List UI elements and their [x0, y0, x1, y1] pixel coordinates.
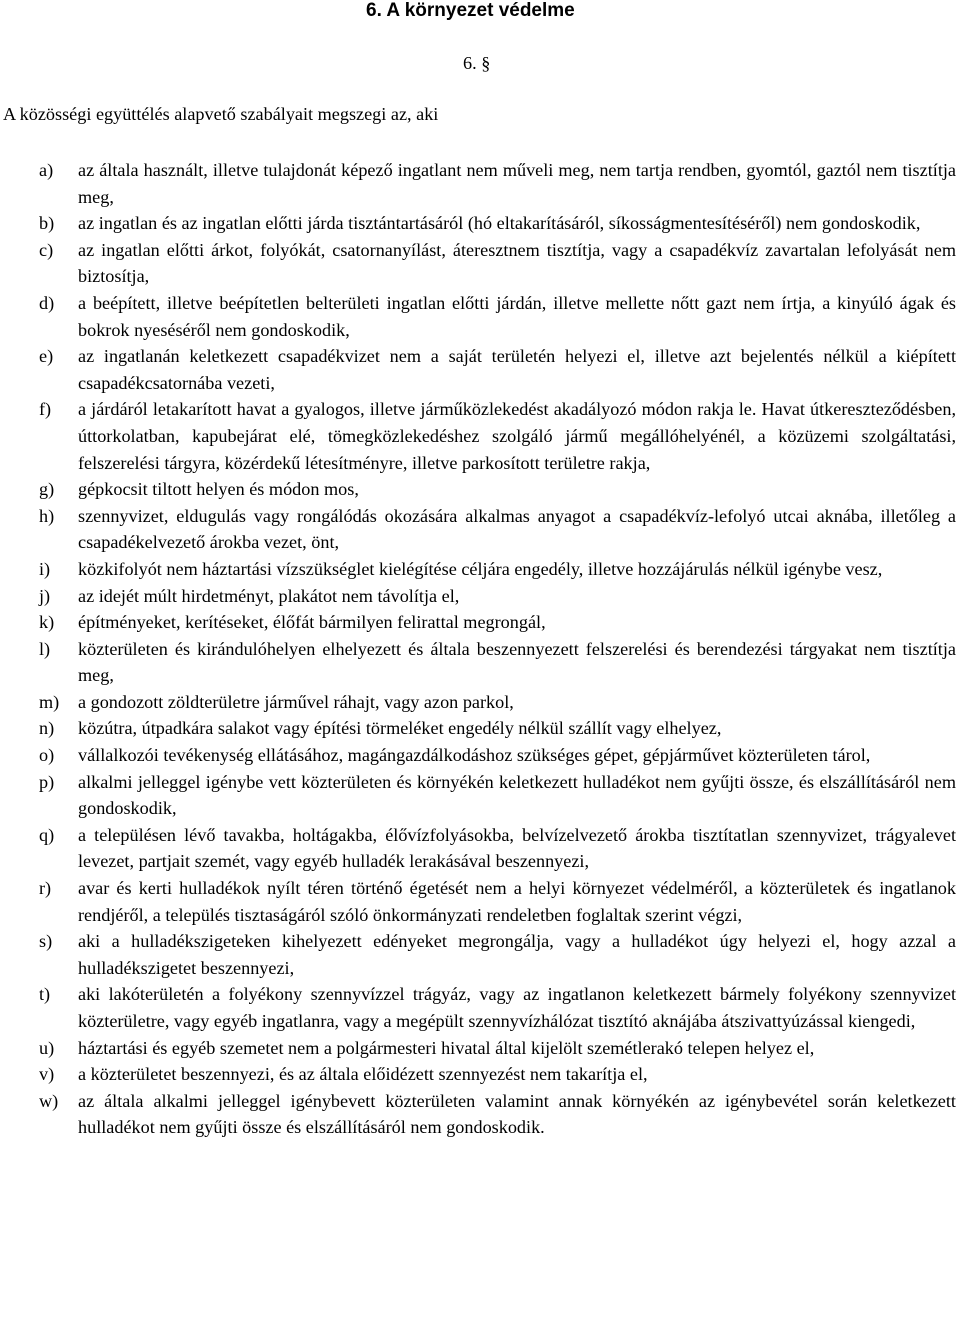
list-item-marker: u)	[39, 1037, 55, 1058]
list-item-text: a járdáról letakarított havat a gyalogos, illetve járműközlekedést akadályozó módon rakja le. Havat útkereszteződésben, úttorkolatban, kapubejárat elé, tömegközlekedéshez szolgáló jármű megállóhelyénél, a közüzemi szolgáltatási, felszerelési tárgyra, közérdekű létesítményre, illetve parkosított területre rakja,	[78, 399, 956, 473]
paragraph-number: 6. §	[463, 53, 491, 73]
list-item	[39, 290, 956, 343]
list-item-text: közkifolyót nem háztartási vízszükséglet kielégítése céljára engedély, illetve hozzájárulás nélkül igénybe vesz,	[78, 558, 883, 579]
list-item-text: az általa alkalmi jelleggel igénybevett közterületen valamint annak környékén az igénybevétel során keletkezett hulladékot nem gyűjti össze és elszállításáról nem gondoskodik.	[78, 1090, 956, 1138]
list-item	[39, 636, 956, 689]
list-item	[39, 928, 956, 981]
list-item	[39, 1035, 956, 1062]
list-item-marker: a)	[39, 160, 54, 180]
list-item-text: a közterületet beszennyezi, és az általa előidézett szennyezést nem takarítja el,	[78, 1064, 648, 1085]
list-item-marker: w)	[39, 1090, 59, 1111]
list-item	[39, 769, 956, 822]
list-item-marker: t)	[39, 984, 51, 1005]
list-item	[39, 689, 956, 716]
list-item-text: a településen lévő tavakba, holtágakba, élővízfolyásokba, belvízelvezető árokba tisztítatlan szennyvizet, trágyalevet levezet, partjait szemét, vagy egyéb hulladék lerakásával beszennyezi,	[78, 824, 956, 872]
list-item-marker: c)	[39, 239, 54, 260]
list-item	[39, 875, 956, 928]
list-item-text: háztartási és egyéb szemetet nem a polgármesteri hivatal által kijelölt szemétlerakó telepen helyez el,	[78, 1037, 815, 1058]
list-item	[39, 715, 956, 742]
list-item-text: az általa használt, illetve tulajdonát képező ingatlant nem műveli meg, nem tartja rendben, gyomtól, gaztól nem tisztítja meg,	[78, 160, 956, 207]
list-item-text: szennyvizet, eldugulás vagy rongálódás okozására alkalmas anyagot a csapadékvíz-lefolyó utcai aknába, illetőleg a csapadékelvezető árokba vezet, önt,	[78, 505, 956, 553]
list-item-marker: s)	[39, 931, 53, 952]
list-item-marker: b)	[39, 213, 55, 234]
list-item-marker: o)	[39, 745, 55, 766]
list-item	[39, 503, 956, 556]
list-item-marker: v)	[39, 1064, 55, 1085]
list-item-marker: r)	[39, 878, 52, 899]
list-item-text: avar és kerti hulladékok nyílt téren történő égetését nem a helyi környezet védelméről, a közterületek és ingatlanok rendjéről, a település tisztaságáról szóló önkormányzati rendeletben foglaltak szerint végzi,	[78, 878, 956, 925]
list-item	[39, 1088, 956, 1141]
list-item-marker: j)	[39, 585, 51, 606]
section-heading: 6. A környezet védelme	[366, 0, 575, 21]
list-item-marker: n)	[39, 718, 55, 739]
list-item-text: az ingatlan előtti árkot, folyókát, csatornanyílást, áteresztnem tisztítja, vagy a csapadékvíz zavartalan lefolyását nem biztosítja,	[78, 239, 956, 287]
list-item-marker: i)	[39, 558, 51, 579]
list-item	[39, 157, 956, 210]
list-item	[39, 237, 956, 290]
offence-list	[39, 157, 956, 1141]
list-item	[39, 583, 956, 610]
list-item-text: vállalkozói tevékenység ellátásához, magángazdálkodáshoz szükséges gépet, gépjárművet közterületen tárol,	[78, 745, 871, 766]
list-item-text: gépkocsit tiltott helyen és módon mos,	[78, 479, 359, 500]
list-item-marker: e)	[39, 346, 54, 367]
list-item-text: közterületen és kirándulóhelyen elhelyezett és általa beszennyezett felszerelési és berendezési tárgyakat nem tisztítja meg,	[78, 638, 956, 686]
list-item-marker: k)	[39, 612, 55, 633]
list-item-marker: p)	[39, 771, 55, 792]
list-item-marker: q)	[39, 824, 55, 845]
intro-sentence: A közösségi együttélés alapvető szabályait megszegi az, aki	[3, 104, 439, 124]
list-item	[39, 981, 956, 1034]
list-item-text: építményeket, kerítéseket, élőfát bármilyen felirattal megrongál,	[78, 612, 546, 633]
list-item	[39, 343, 956, 396]
list-item	[39, 1061, 956, 1088]
list-item	[39, 210, 956, 237]
list-item-text: az ingatlanán keletkezett csapadékvizet nem a saját területén helyezi el, illetve azt bejelentés nélkül a kiépített csapadékcsatornába vezeti,	[78, 346, 956, 393]
list-item-marker: m)	[39, 691, 60, 712]
list-item	[39, 396, 956, 476]
list-item-text: az ingatlan és az ingatlan előtti járda tisztántartásáról (hó eltakarításáról, síkosságmentesítéséről) nem gondoskodik,	[78, 213, 921, 234]
list-item-text: a beépített, illetve beépítetlen belterületi ingatlan előtti járdán, illetve mellette nőtt gazt nem írtja, a kinyúló ágak és bokrok nyeséséről nem gondoskodik,	[78, 292, 956, 340]
list-item	[39, 822, 956, 875]
list-item	[39, 609, 956, 636]
list-item-text: aki a hulladékszigeteken kihelyezett edényeket megrongálja, vagy a hulladékot úgy helyezi el, hogy azzal a hulladékszigetet beszennyezi,	[78, 931, 956, 978]
list-item-marker: f)	[39, 399, 52, 420]
list-item-text: az idejét múlt hirdetményt, plakátot nem távolítja el,	[78, 585, 460, 606]
list-item-marker: g)	[39, 479, 55, 500]
list-item-marker: h)	[39, 505, 55, 526]
list-item	[39, 742, 956, 769]
list-item-text: a gondozott zöldterületre járművel ráhajt, vagy azon parkol,	[78, 691, 514, 712]
list-item-text: közútra, útpadkára salakot vagy építési törmeléket engedély nélkül szállít vagy elhelyez,	[78, 718, 722, 739]
list-item-text: aki lakóterületén a folyékony szennyvízzel trágyáz, vagy az ingatlanon keletkezett bármely folyékony szennyvizet közterületre, vagy egyéb ingatlanra, vagy a megépült szennyvízhálózat tisztító aknájába átszivattyúzással kiengedi,	[78, 984, 956, 1031]
list-item	[39, 556, 956, 583]
list-item-marker: d)	[39, 292, 55, 313]
list-item-text: alkalmi jelleggel igénybe vett közterületen és környékén keletkezett hulladékot nem gyűjti össze, és elszállításáról nem gondoskodik,	[78, 771, 956, 819]
list-item	[39, 476, 956, 503]
list-item-marker: l)	[39, 638, 51, 659]
